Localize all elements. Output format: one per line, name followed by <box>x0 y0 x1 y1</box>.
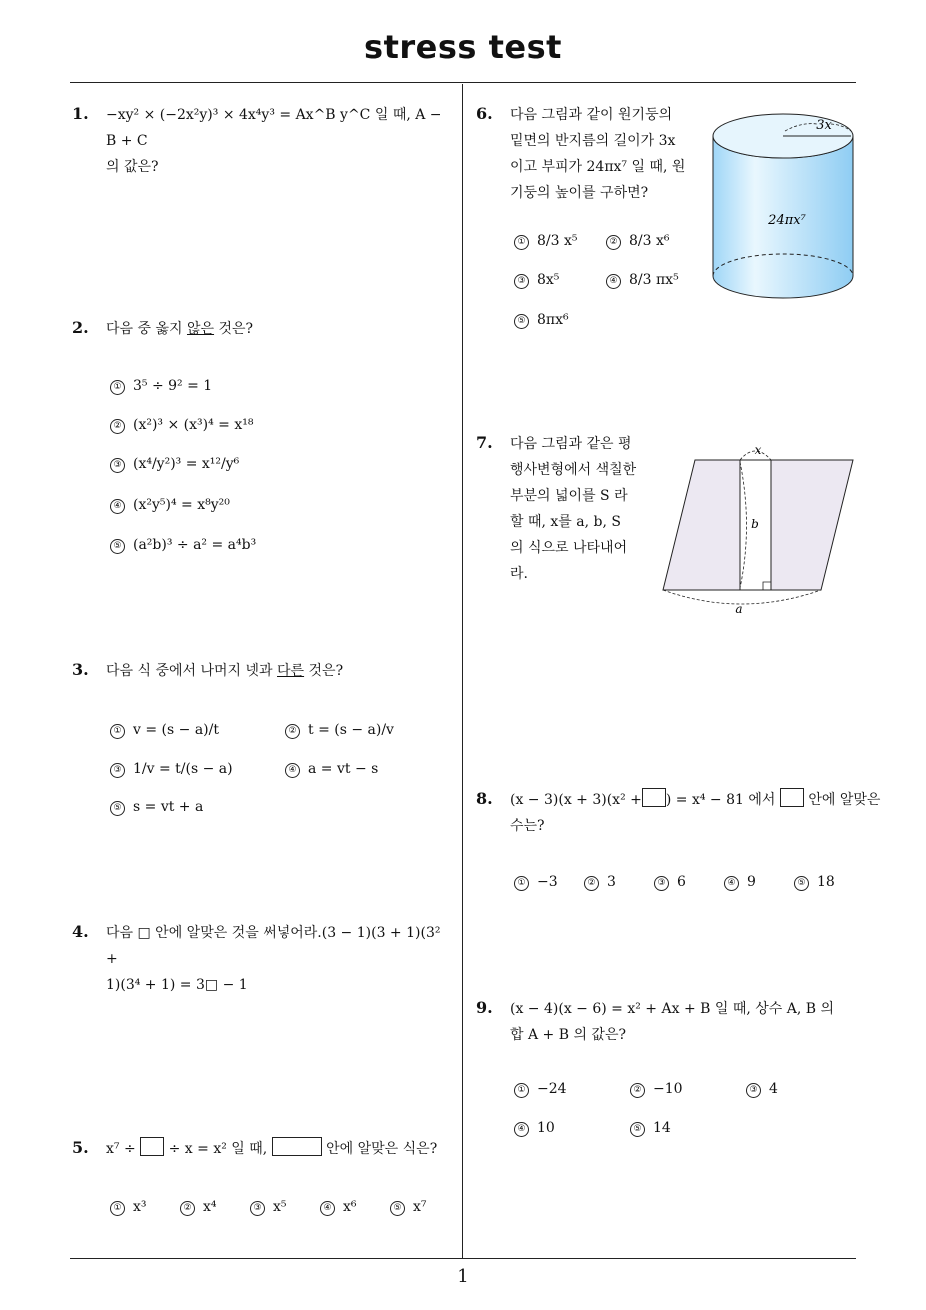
question-text: 다음 그림과 같이 원기둥의 <box>510 107 673 123</box>
question-text: 행사변형에서 색칠한 <box>510 462 637 478</box>
answer-option[interactable]: ④ 9 <box>724 874 756 891</box>
answer-option[interactable]: ① −24 <box>514 1081 567 1098</box>
radius-label: 3x <box>816 118 832 133</box>
question-text: 할 때, x를 a, b, S <box>510 514 621 530</box>
answer-option[interactable]: ⑤ x⁷ <box>390 1199 427 1216</box>
parallelogram-figure <box>655 438 865 620</box>
answer-blank-box <box>140 1137 164 1156</box>
page-title: stress test <box>364 28 562 66</box>
answer-option[interactable]: ④ x⁶ <box>320 1199 357 1216</box>
question-number: 6. <box>476 104 493 123</box>
question-number: 8. <box>476 789 493 808</box>
answer-option[interactable]: ④ 10 <box>514 1120 555 1137</box>
answer-blank-box <box>780 788 804 807</box>
answer-option[interactable]: ② −10 <box>630 1081 683 1098</box>
question-number: 1. <box>72 104 89 123</box>
answer-option[interactable]: ③ 1/v = t/(s − a) <box>110 761 233 778</box>
label-b: b <box>751 517 759 531</box>
question-number: 7. <box>476 433 493 452</box>
answer-option[interactable]: ④ a = vt − s <box>285 761 378 778</box>
question-number: 9. <box>476 998 493 1017</box>
column-divider <box>462 84 463 1258</box>
question-text: (x − 3)(x + 3)(x² + ) = x⁴ − 81 에서 안에 알맞은 <box>510 787 860 813</box>
answer-option[interactable]: ⑤ 14 <box>630 1120 671 1137</box>
answer-option[interactable]: ② 3 <box>584 874 616 891</box>
answer-option[interactable]: ② (x²)³ × (x³)⁴ = x¹⁸ <box>110 417 253 434</box>
question-text: 다음 식 중에서 나머지 넷과 다른 것은? <box>106 663 344 679</box>
answer-option[interactable]: ② x⁴ <box>180 1199 217 1216</box>
answer-option[interactable]: ④ 8/3 πx⁵ <box>606 272 679 289</box>
answer-blank-box <box>642 788 666 807</box>
question-text: (x − 4)(x − 6) = x² + Ax + B 일 때, 상수 A, B 의 <box>510 1001 835 1017</box>
label-x: x <box>754 443 762 457</box>
answer-option[interactable]: ② 8/3 x⁶ <box>606 233 670 250</box>
answer-option[interactable]: ③ 4 <box>746 1081 778 1098</box>
question-text: 밑면의 반지름의 길이가 3x <box>510 133 676 149</box>
question-text: 다음 □ 안에 알맞은 것을 써넣어라.(3 − 1)(3 + 1)(3² + <box>106 925 441 967</box>
answer-option[interactable]: ③ (x⁴/y²)³ = x¹²/y⁶ <box>110 456 239 473</box>
answer-option[interactable]: ③ x⁵ <box>250 1199 287 1216</box>
volume-label: 24πx⁷ <box>768 213 806 228</box>
answer-option[interactable]: ① 3⁵ ÷ 9² = 1 <box>110 378 212 395</box>
question-text: 기둥의 높이를 구하면? <box>510 185 649 201</box>
answer-option[interactable]: ④ (x²y⁵)⁴ = x⁸y²⁰ <box>110 497 230 514</box>
answer-option[interactable]: ② t = (s − a)/v <box>285 722 394 739</box>
question-text: 다음 중 옳지 않은 것은? <box>106 321 254 337</box>
question-text: x⁷ ÷ ÷ x = x² 일 때, 안에 알맞은 식은? <box>106 1136 437 1162</box>
top-divider <box>70 82 856 83</box>
question-text: 1)(3⁴ + 1) = 3□ − 1 <box>106 977 248 993</box>
label-a: a <box>735 602 743 616</box>
question-text: −xy² × (−2x²y)³ × 4x⁴y³ = Ax^B y^C 일 때, A − B + C <box>106 107 442 149</box>
question-number: 4. <box>72 922 89 941</box>
emphasis-underline: 다른 <box>277 663 305 679</box>
answer-option[interactable]: ① 8/3 x⁵ <box>514 233 578 250</box>
question-text: 다음 그림과 같은 평 <box>510 436 632 452</box>
question-text: 의 값은? <box>106 159 159 175</box>
question-text: 이고 부피가 24πx⁷ 일 때, 원 <box>510 159 686 175</box>
question-number: 2. <box>72 318 89 337</box>
answer-option[interactable]: ① x³ <box>110 1199 147 1216</box>
emphasis-underline: 않은 <box>186 321 215 337</box>
question-text: 의 식으로 나타내어 <box>510 540 628 556</box>
answer-option[interactable]: ⑤ (a²b)³ ÷ a² = a⁴b³ <box>110 537 256 554</box>
question-text: 라. <box>510 566 528 582</box>
bottom-divider <box>70 1258 856 1259</box>
question-text: 부분의 넓이를 S 라 <box>510 488 628 504</box>
answer-blank-box <box>272 1137 322 1156</box>
answer-option[interactable]: ⑤ s = vt + a <box>110 799 203 816</box>
question-number: 3. <box>72 660 89 679</box>
question-number: 5. <box>72 1138 89 1157</box>
answer-option[interactable]: ① −3 <box>514 874 558 891</box>
question-text: 수는? <box>510 818 545 834</box>
answer-option[interactable]: ⑤ 18 <box>794 874 835 891</box>
cylinder-figure <box>705 100 865 320</box>
page-number: 1 <box>457 1266 469 1287</box>
question-text: 합 A + B 의 값은? <box>510 1027 626 1043</box>
answer-option[interactable]: ① v = (s − a)/t <box>110 722 219 739</box>
answer-option[interactable]: ⑤ 8πx⁶ <box>514 312 569 329</box>
answer-option[interactable]: ③ 8x⁵ <box>514 272 559 289</box>
answer-option[interactable]: ③ 6 <box>654 874 686 891</box>
